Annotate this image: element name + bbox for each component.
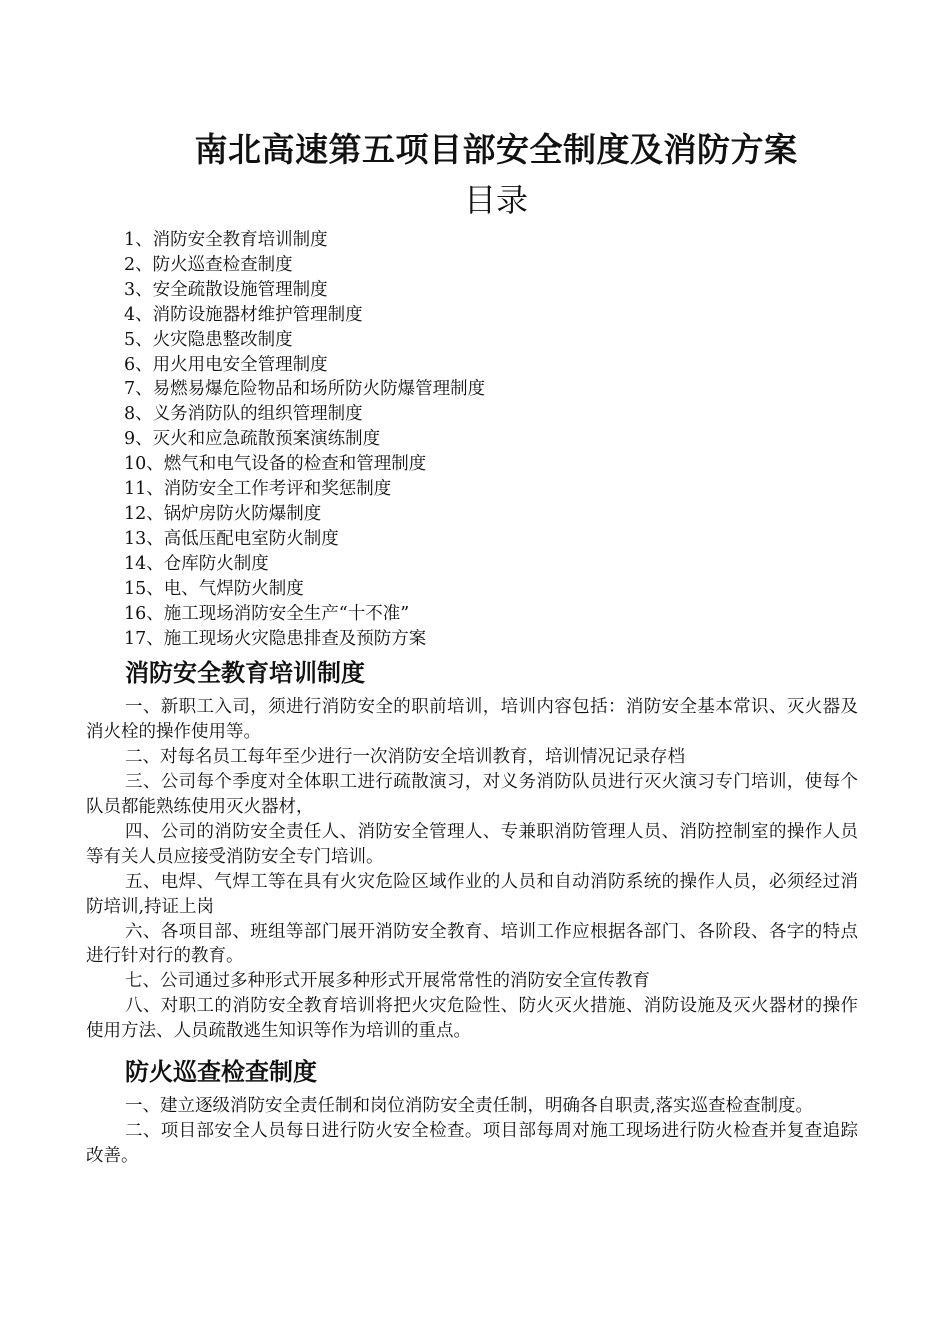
toc-item: 2、防火巡查检查制度 — [124, 254, 293, 275]
section-fire-safety-training — [86, 651, 858, 1044]
paragraph: 四、公司的消防安全责任人、消防安全管理人、专兼职消防管理人员、消防控制室的操作人员等有关人员应接受消防安全专门培训。 — [86, 821, 858, 867]
section-heading: 消防安全教育培训制度 — [125, 659, 365, 688]
paragraph: 二、对每名员工每年至少进行一次消防安全培训教育，培训情况记录存档 — [125, 747, 685, 768]
toc-item: 11、消防安全工作考评和奖惩制度 — [124, 479, 392, 500]
toc-item: 4、消防设施器材维护管理制度 — [124, 304, 363, 325]
toc-item: 10、燃气和电气设备的检查和管理制度 — [124, 454, 427, 475]
paragraph: 五、电焊、气焊工等在具有火灾危险区域作业的人员和自动消防系统的操作人员，必须经过消防培训,持证上岗 — [86, 871, 858, 917]
paragraph: 三、公司每个季度对全体职工进行疏散演习，对义务消防队员进行灭火演习专门培训，使每个队员都能熟练使用灭火器材， — [86, 772, 858, 818]
paragraph: 二、项目部安全人员每日进行防火安全检查。项目部每周对施工现场进行防火检查并复查追踪改善。 — [86, 1121, 858, 1166]
document-page — [86, 124, 858, 1169]
paragraph: 一、新职工入司，须进行消防安全的职前培训，培训内容包括：消防安全基本常识、灭火器及消火栓的操作使用等。 — [86, 697, 858, 743]
toc-item: 5、火灾隐患整改制度 — [124, 329, 293, 350]
paragraph: 八、对职工的消防安全教育培训将把火灾危险性、防火灭火措施、消防设施及灭火器材的操作使用方法、人员疏散逃生知识等作为培训的重点。 — [86, 996, 858, 1042]
toc-item: 7、易燃易爆危险物品和场所防火防爆管理制度 — [124, 379, 486, 400]
toc-item: 6、用火用电安全管理制度 — [124, 354, 328, 375]
toc-item: 14、仓库防火制度 — [124, 553, 269, 574]
document-title: 南北高速第五项目部安全制度及消防方案 — [194, 130, 798, 169]
toc-title: 目录 — [463, 181, 528, 219]
paragraph: 一、建立逐级消防安全责任制和岗位消防安全责任制，明确各自职责,落实巡查检查制度。 — [125, 1096, 814, 1117]
toc-item: 3、安全疏散设施管理制度 — [124, 279, 328, 300]
toc-item: 15、电、气焊防火制度 — [124, 578, 304, 599]
toc-item: 9、灭火和应急疏散预案演练制度 — [124, 429, 381, 450]
table-of-contents — [86, 228, 858, 651]
toc-item: 13、高低压配电室防火制度 — [124, 528, 339, 549]
toc-item: 16、施工现场消防安全生产“十不准” — [124, 603, 410, 624]
toc-item: 17、施工现场火灾隐患排查及预防方案 — [124, 628, 427, 649]
section-fire-patrol-inspection — [86, 1050, 858, 1169]
paragraph: 七、公司通过多种形式开展多种形式开展常常性的消防安全宣传教育 — [125, 971, 650, 992]
toc-item: 8、义务消防队的组织管理制度 — [124, 404, 363, 425]
paragraph: 六、各项目部、班组等部门展开消防安全教育、培训工作应根据各部门、各阶段、各字的特点进行针对行的教育。 — [86, 921, 858, 967]
toc-item: 1、消防安全教育培训制度 — [124, 230, 328, 250]
toc-item: 12、锅炉房防火防爆制度 — [124, 503, 322, 524]
section-heading: 防火巡查检查制度 — [125, 1058, 317, 1087]
